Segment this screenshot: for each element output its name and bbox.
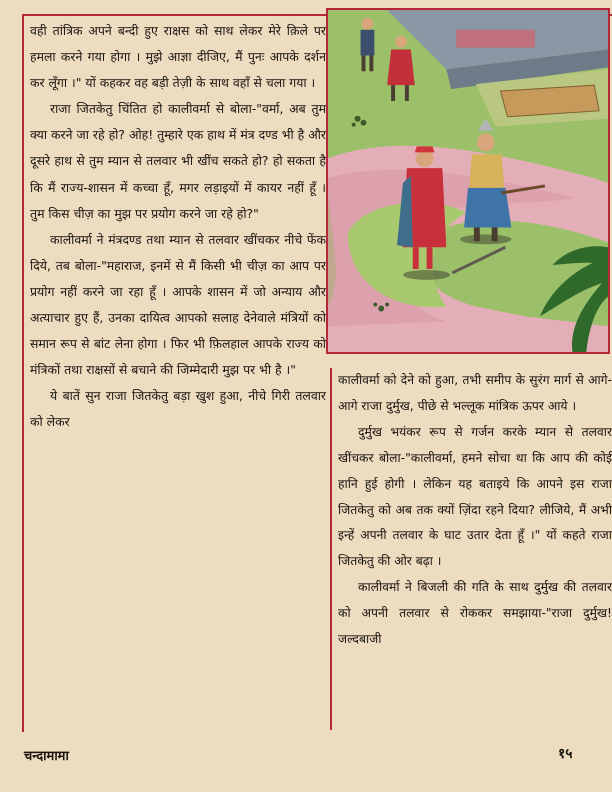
right-text-column — [330, 368, 612, 730]
paragraph: ये बातें सुन राजा जितकेतु बड़ा खुश हुआ, नीचे गिरी तलवार को लेकर — [30, 388, 326, 430]
paragraph: कालीवर्मा ने बिजली की गति के साथ दुर्मुख की तलवार को अपनी तलवार से रोककर समझाया-"राजा दुर्मुख! जल्दबाजी — [338, 580, 612, 647]
magazine-name: चन्दामामा — [24, 749, 69, 764]
paragraph: कालीवर्मा ने मंत्रदण्ड तथा म्यान से तलवार खींचकर नीचे फेंक दिये, तब बोला-"महाराज, इनमें से मैं किसी भी चीज़ का आप पर प्रयोग नहीं करने जा रहा हूँ । आपके शासन में जो अन्याय और अत्याचार हुए हैं, उनका दायित्व आपको सलाह देनेवाले मंत्रियों को समान रूप से बांट लेना होगा । फिर भी फ़िलहाल आपके राज्य को मंत्रिकों तथा राक्षसों से बचाने की जिम्मेदारी मुझ पर भी है ।" — [30, 231, 326, 378]
paragraph: कालीवर्मा को देने को हुआ, तभी समीप के सुरंग मार्ग से आगे-आगे राजा दुर्मुख, पीछे से भल्लूक मांत्रिक ऊपर आये । — [338, 373, 612, 413]
paragraph: वही तांत्रिक अपने बन्दी हुए राक्षस को साथ लेकर मेरे क़िले पर हमला करने गया होगा । मुझे आज्ञा दीजिए, मैं पुनः आपके दर्शन कर लूँगा ।" यों कहकर वह बड़ी तेज़ी के साथ वहाँ से चला गया । — [30, 23, 326, 91]
paragraph: दुर्मुख भयंकर रूप से गर्जन करके म्यान से तलवार खींचकर बोला-"कालीवर्मा, हमने सोचा था कि आप की कोई हानि हुई होगी । लेकिन यह बताइये कि आपने इस राजा जितकेतु को अब तक क्यों ज़िंदा रहने दिया? लीजिये, मैं अभी इन्हें अपनी तलवार के घाट उतार देता हूँ ।" यों कहते राजा जितकेतु की ओर बढ़ा । — [338, 424, 612, 569]
paragraph: राजा जितकेतु चिंतित हो कालीवर्मा से बोला-"वर्मा, अब तुम क्या करने जा रहे हो? ओह! तुम्हारे एक हाथ में मंत्र दण्ड भी है और दूसरे हाथ से तुम म्यान से तलवार भी खींच सकते हो? हो सकता है कि मैं राज्य-शासन में कच्चा हूँ, मगर लड़ाइयों में कायर नहीं हूँ । तुम किस चीज़ का मुझ पर प्रयोग करने जा रहे हो?" — [30, 101, 326, 221]
story-illustration — [326, 8, 610, 354]
page-number: १५ — [558, 746, 573, 762]
left-text-column — [30, 18, 326, 730]
